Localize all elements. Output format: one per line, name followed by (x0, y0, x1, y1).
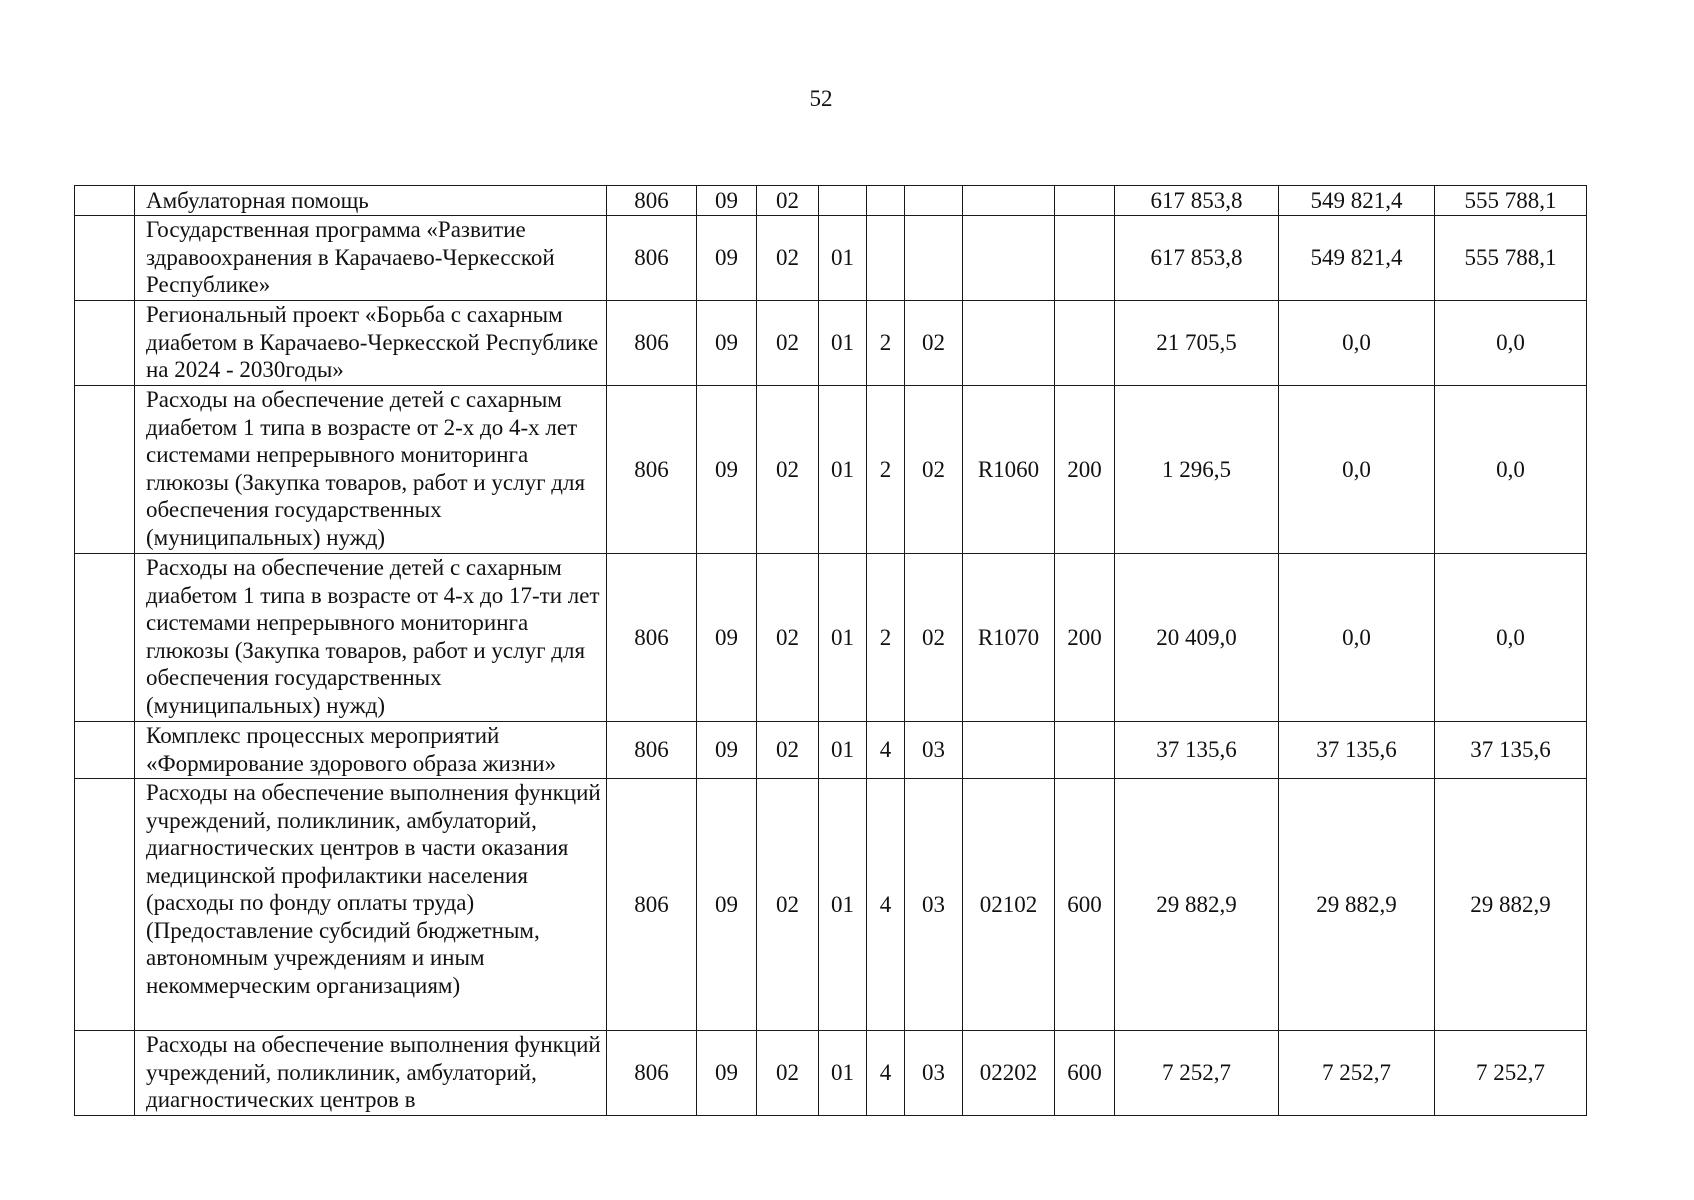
cs4-cell: R1060 (963, 386, 1055, 554)
pr-cell: 02 (757, 386, 819, 554)
cs2-cell: 2 (867, 554, 905, 722)
cs4-cell: 02202 (963, 1031, 1055, 1116)
vr-cell (1055, 301, 1115, 386)
cs2-cell: 4 (867, 722, 905, 779)
sum-2026-cell: 555 788,1 (1435, 216, 1587, 301)
cs3-cell: 03 (905, 722, 963, 779)
sum-2025-cell: 0,0 (1279, 554, 1435, 722)
rz-cell: 09 (697, 722, 757, 779)
sum-2026-cell: 0,0 (1435, 386, 1587, 554)
cs1-cell (819, 186, 867, 216)
cs3-cell: 02 (905, 301, 963, 386)
sum-2024-cell: 1 296,5 (1115, 386, 1279, 554)
ved-cell: 806 (607, 722, 697, 779)
sum-2025-cell: 29 882,9 (1279, 779, 1435, 1031)
cs2-cell (867, 216, 905, 301)
pr-cell: 02 (757, 779, 819, 1031)
cs3-cell: 03 (905, 779, 963, 1031)
table-row (75, 1031, 1587, 1116)
rz-cell: 09 (697, 554, 757, 722)
ved-cell: 806 (607, 1031, 697, 1116)
blank-cell (75, 186, 135, 216)
vr-cell (1055, 186, 1115, 216)
vr-cell (1055, 216, 1115, 301)
table-row (75, 554, 1587, 722)
pr-cell: 02 (757, 722, 819, 779)
row-name: Расходы на обеспечение выполнения функций учреждений, поликлиник, амбулаторий, диагностических центров в (135, 1031, 607, 1116)
table-row (75, 722, 1587, 779)
pr-cell: 02 (757, 554, 819, 722)
cs2-cell: 4 (867, 779, 905, 1031)
sum-2026-cell: 555 788,1 (1435, 186, 1587, 216)
blank-cell (75, 1031, 135, 1116)
sum-2025-cell: 7 252,7 (1279, 1031, 1435, 1116)
cs4-cell (963, 722, 1055, 779)
page-number: 52 (809, 86, 833, 111)
table-row (75, 779, 1587, 1031)
sum-2026-cell: 29 882,9 (1435, 779, 1587, 1031)
blank-cell (75, 554, 135, 722)
sum-2026-cell: 0,0 (1435, 554, 1587, 722)
rz-cell: 09 (697, 186, 757, 216)
sum-2025-cell: 549 821,4 (1279, 186, 1435, 216)
pr-cell: 02 (757, 216, 819, 301)
cs1-cell: 01 (819, 386, 867, 554)
vr-cell: 200 (1055, 554, 1115, 722)
rz-cell: 09 (697, 216, 757, 301)
cs1-cell: 01 (819, 722, 867, 779)
sum-2024-cell: 37 135,6 (1115, 722, 1279, 779)
sum-2025-cell: 0,0 (1279, 301, 1435, 386)
cs4-cell (963, 301, 1055, 386)
rz-cell: 09 (697, 1031, 757, 1116)
table-row (75, 301, 1587, 386)
sum-2025-cell: 549 821,4 (1279, 216, 1435, 301)
sum-2026-cell: 37 135,6 (1435, 722, 1587, 779)
table-row (75, 216, 1587, 301)
blank-cell (75, 779, 135, 1031)
sum-2024-cell: 20 409,0 (1115, 554, 1279, 722)
cs4-cell (963, 216, 1055, 301)
sum-2024-cell: 7 252,7 (1115, 1031, 1279, 1116)
pr-cell: 02 (757, 301, 819, 386)
row-name: Комплекс процессных мероприятий «Формирование здорового образа жизни» (135, 722, 607, 779)
cs1-cell: 01 (819, 779, 867, 1031)
blank-cell (75, 386, 135, 554)
sum-2024-cell: 617 853,8 (1115, 216, 1279, 301)
cs3-cell: 02 (905, 386, 963, 554)
blank-cell (75, 301, 135, 386)
cs4-cell: R1070 (963, 554, 1055, 722)
cs4-cell: 02102 (963, 779, 1055, 1031)
ved-cell: 806 (607, 554, 697, 722)
row-name: Расходы на обеспечение выполнения функций учреждений, поликлиник, амбулаторий, диагностических центров в части оказания медицинской профилактики населения (расходы по фонду оплаты труда) (Предоставление субсидий бюджетным, автономным учреждениям и иным некоммерческим организациям) (135, 779, 607, 1031)
cs3-cell: 03 (905, 1031, 963, 1116)
cs4-cell (963, 186, 1055, 216)
sum-2025-cell: 0,0 (1279, 386, 1435, 554)
budget-table (74, 185, 1587, 1116)
cs1-cell: 01 (819, 554, 867, 722)
sum-2024-cell: 617 853,8 (1115, 186, 1279, 216)
blank-cell (75, 722, 135, 779)
table-row (75, 186, 1587, 216)
vr-cell: 600 (1055, 779, 1115, 1031)
cs2-cell (867, 186, 905, 216)
row-name: Амбулаторная помощь (135, 186, 607, 216)
blank-cell (75, 216, 135, 301)
sum-2025-cell: 37 135,6 (1279, 722, 1435, 779)
sum-2024-cell: 21 705,5 (1115, 301, 1279, 386)
cs2-cell: 4 (867, 1031, 905, 1116)
row-name: Региональный проект «Борьба с сахарным диабетом в Карачаево-Черкесской Республике на 2024 - 2030годы» (135, 301, 607, 386)
sum-2026-cell: 7 252,7 (1435, 1031, 1587, 1116)
cs3-cell (905, 186, 963, 216)
cs1-cell: 01 (819, 1031, 867, 1116)
row-name: Расходы на обеспечение детей с сахарным диабетом 1 типа в возрасте от 2-х до 4-х лет системами непрерывного мониторинга глюкозы (Закупка товаров, работ и услуг для обеспечения государственных (муниципальных) нужд) (135, 386, 607, 554)
vr-cell: 600 (1055, 1031, 1115, 1116)
table-row (75, 386, 1587, 554)
sum-2024-cell: 29 882,9 (1115, 779, 1279, 1031)
vr-cell: 200 (1055, 386, 1115, 554)
cs3-cell: 02 (905, 554, 963, 722)
row-name: Расходы на обеспечение детей с сахарным диабетом 1 типа в возрасте от 4-х до 17-ти лет системами непрерывного мониторинга глюкозы (Закупка товаров, работ и услуг для обеспечения государственных (муниципальных) нужд) (135, 554, 607, 722)
pr-cell: 02 (757, 186, 819, 216)
cs2-cell: 2 (867, 301, 905, 386)
rz-cell: 09 (697, 301, 757, 386)
ved-cell: 806 (607, 186, 697, 216)
cs1-cell: 01 (819, 301, 867, 386)
ved-cell: 806 (607, 301, 697, 386)
cs2-cell: 2 (867, 386, 905, 554)
rz-cell: 09 (697, 779, 757, 1031)
pr-cell: 02 (757, 1031, 819, 1116)
row-name: Государственная программа «Развитие здравоохранения в Карачаево-Черкесской Республике» (135, 216, 607, 301)
ved-cell: 806 (607, 216, 697, 301)
vr-cell (1055, 722, 1115, 779)
ved-cell: 806 (607, 779, 697, 1031)
rz-cell: 09 (697, 386, 757, 554)
cs1-cell: 01 (819, 216, 867, 301)
sum-2026-cell: 0,0 (1435, 301, 1587, 386)
ved-cell: 806 (607, 386, 697, 554)
cs3-cell (905, 216, 963, 301)
